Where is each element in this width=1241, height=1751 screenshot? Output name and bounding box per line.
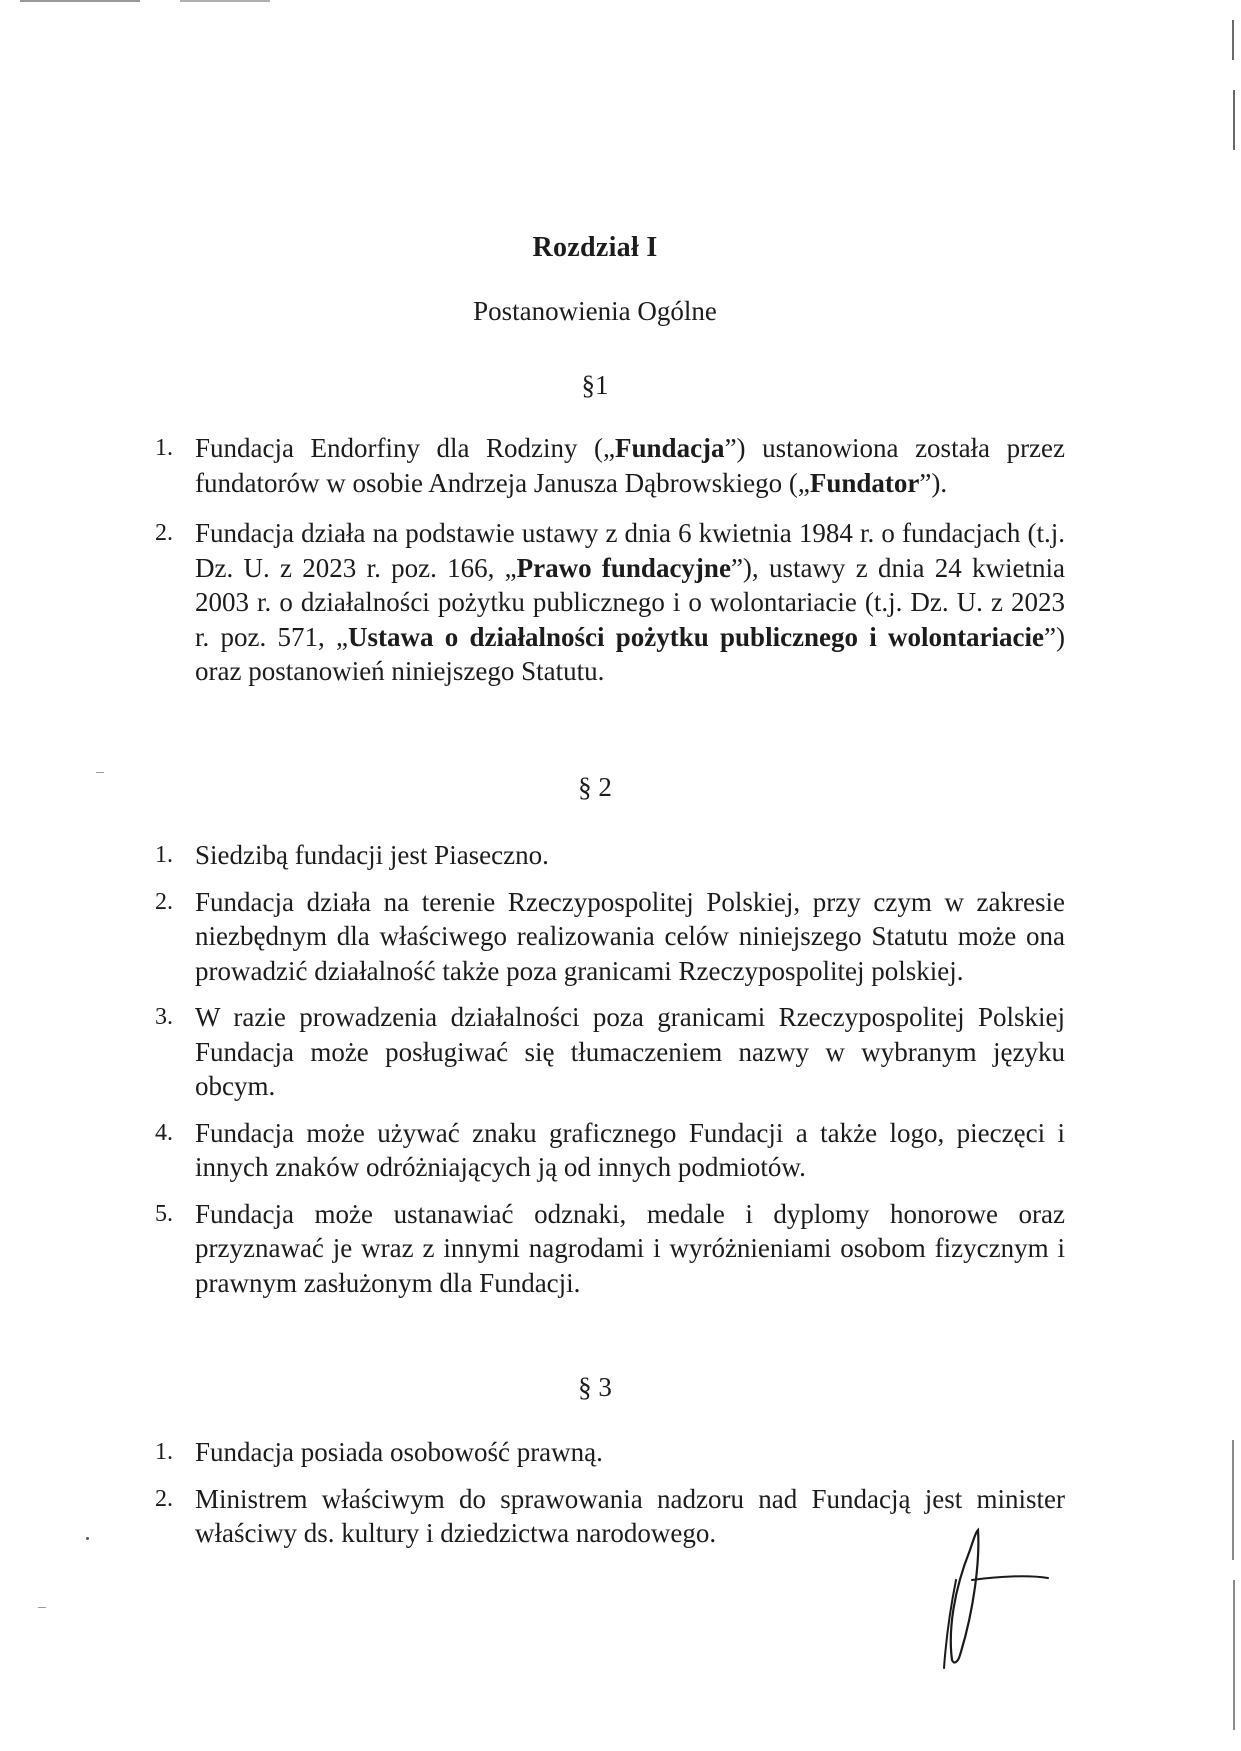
item-number: 1. bbox=[155, 1439, 173, 1465]
section-1-list bbox=[155, 431, 1065, 689]
bold-term: Fundator bbox=[809, 467, 920, 498]
item-number: 3. bbox=[155, 1004, 173, 1030]
list-item bbox=[155, 885, 1065, 989]
list-item bbox=[155, 1197, 1065, 1301]
list-item bbox=[155, 431, 1065, 500]
item-text bbox=[195, 433, 1065, 498]
section-mark-3: § 3 bbox=[578, 1372, 612, 1402]
text-run: ”), ustawy z dnia 24 kwietnia 2003 r. o działalności pożytku publicznego i o wolontariacie (t.j. Dz. U. z 2023 r. poz. 571, „ bbox=[195, 552, 1065, 652]
item-number: 2. bbox=[155, 520, 173, 546]
item-text bbox=[195, 840, 549, 870]
item-number: 5. bbox=[155, 1200, 173, 1227]
text-run: Fundacja może używać znaku graficznego Fundacji a także logo, pieczęci i innych znaków odróżniających ją od innych podmiotów. bbox=[195, 1117, 1065, 1182]
text-run: Ministrem właściwym do sprawowania nadzoru nad Fundacją jest minister właściwy ds. kultury i dziedzictwa narodowego. bbox=[195, 1483, 1065, 1548]
item-number: 1. bbox=[155, 842, 173, 868]
handwritten-signature-icon bbox=[920, 1520, 1070, 1670]
text-run: W razie prowadzenia działalności poza granicami Rzeczypospolitej Polskiej Fundacja może posługiwać się tłumaczeniem nazwy w wybranym języku obcym. bbox=[195, 1002, 1065, 1101]
scan-speck bbox=[96, 772, 104, 773]
item-text bbox=[195, 1118, 1065, 1183]
text-run: ”) ustanowiona została przez fundatorów w osobie Andrzeja Janusza Dąbrowskiego („ bbox=[195, 433, 1066, 498]
list-item bbox=[155, 516, 1065, 689]
text-run: Fundacja działa na podstawie ustawy z dnia 6 kwietnia 1984 r. o fundacjach (t.j. Dz. U. z 2023 r. poz. 166, „ bbox=[195, 518, 1065, 583]
item-text bbox=[195, 518, 1065, 686]
item-text bbox=[195, 1002, 1065, 1101]
bold-term: Ustawa o działalności pożytku publicznego i wolontariacie bbox=[347, 621, 1045, 652]
chapter-subtitle: Postanowienia Ogólne bbox=[473, 296, 717, 326]
item-text bbox=[195, 887, 1065, 986]
chapter-title: Rozdział I bbox=[532, 232, 658, 263]
list-item bbox=[155, 1116, 1065, 1185]
scan-speck bbox=[38, 1607, 46, 1608]
text-run: ”). bbox=[919, 467, 948, 498]
scan-speck bbox=[86, 1537, 89, 1540]
scan-edge-mark bbox=[1233, 1580, 1235, 1730]
list-item bbox=[155, 1435, 1065, 1470]
bold-term: Fundacja bbox=[615, 433, 725, 463]
scan-edge-mark bbox=[1232, 20, 1234, 60]
scan-edge-mark bbox=[1233, 90, 1235, 150]
text-run: Fundacja działa na terenie Rzeczypospolitej Polskiej, przy czym w zakresie niezbędnym dla właściwego realizowania celów niniejszego Statutu może ona prowadzić działalność także poza granicami Rzeczypospolitej polskiej. bbox=[195, 886, 1065, 986]
text-run: Fundacja Endorfiny dla Rodziny („ bbox=[195, 433, 616, 463]
item-number: 1. bbox=[155, 435, 173, 461]
scan-edge-mark bbox=[20, 0, 140, 2]
list-item bbox=[155, 838, 1065, 873]
list-item bbox=[155, 1000, 1065, 1104]
text-run: Fundacja posiada osobowość prawną. bbox=[195, 1437, 603, 1467]
section-mark-1: §1 bbox=[581, 370, 609, 400]
item-text bbox=[195, 1199, 1065, 1298]
section-mark-2: § 2 bbox=[578, 772, 612, 802]
scan-edge-mark bbox=[180, 0, 270, 2]
item-text bbox=[195, 1437, 603, 1467]
item-number: 2. bbox=[155, 888, 173, 915]
item-number: 2. bbox=[155, 1485, 173, 1512]
bold-term: Prawo fundacyjne bbox=[516, 552, 731, 583]
text-run: ”) oraz postanowień niniejszego Statutu. bbox=[195, 621, 1065, 686]
scan-edge-mark bbox=[1232, 1440, 1234, 1560]
section-2-list bbox=[155, 838, 1065, 1300]
item-number: 4. bbox=[155, 1119, 173, 1146]
text-run: Siedzibą fundacji jest Piaseczno. bbox=[195, 840, 549, 870]
text-run: Fundacja może ustanawiać odznaki, medale i dyplomy honorowe oraz przyznawać je wraz z innymi nagrodami i wyróżnieniami osobom fizycznym i prawnym zasłużonym dla Fundacji. bbox=[195, 1198, 1065, 1298]
